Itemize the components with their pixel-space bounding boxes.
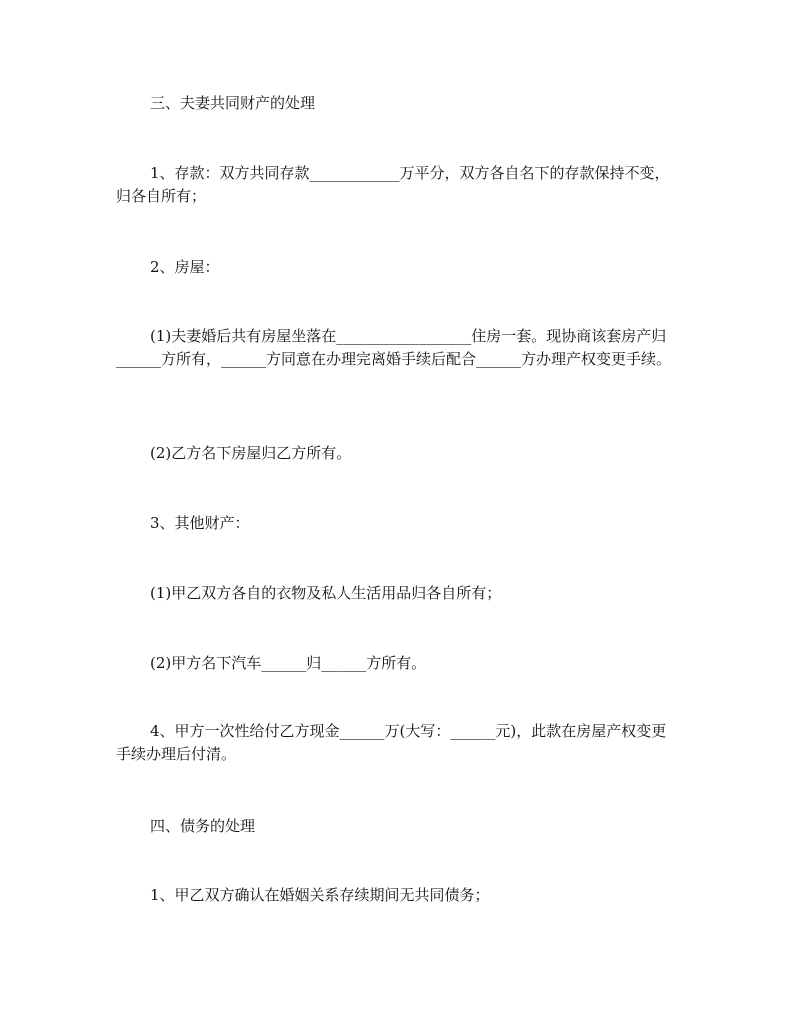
clause-other-property-heading: 3、其他财产： <box>150 514 250 532</box>
clause-shared-house: (1)夫妻婚后共有房屋坐落在__________________住房一套。现协商该套房产归______方所有，______方同意在办理完离婚手续后配合______方办理产权变更手续。 <box>116 327 672 368</box>
clause-cash-payment: 4、甲方一次性给付乙方现金______万(大写：______元)，此款在房屋产权变更手续办理后付清。 <box>116 722 667 763</box>
clause-housing-heading: 2、房屋： <box>150 258 220 276</box>
clause-deposits: 1、存款：双方共同存款____________万平分，双方各自名下的存款保持不变，归各自所有； <box>116 164 670 205</box>
section-heading-debts: 四、债务的处理 <box>150 817 256 835</box>
clause-no-shared-debts: 1、甲乙双方确认在婚姻关系存续期间无共同债务； <box>150 886 490 904</box>
section-heading-property: 三、夫妻共同财产的处理 <box>150 94 316 112</box>
clause-party-b-house: (2)乙方名下房屋归乙方所有。 <box>150 444 352 462</box>
clause-car: (2)甲方名下汽车______归______方所有。 <box>150 654 427 672</box>
clause-personal-items: (1)甲乙双方各自的衣物及私人生活用品归各自所有； <box>150 584 502 602</box>
